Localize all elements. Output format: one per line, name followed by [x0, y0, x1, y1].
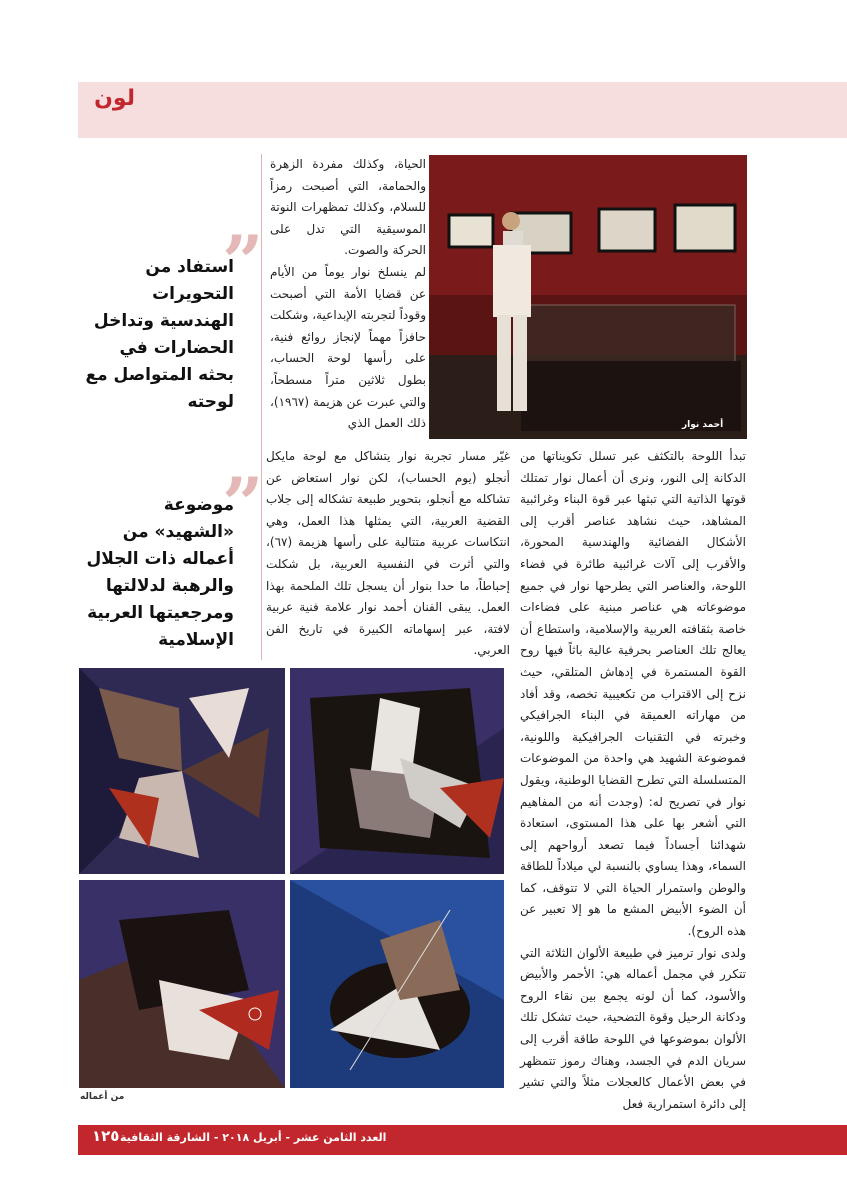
- artwork-2: [79, 668, 285, 874]
- artwork-1: [290, 668, 504, 874]
- page-number: ١٢٥: [92, 1127, 120, 1145]
- artwork-4: [79, 880, 285, 1088]
- pull-quote-2: موضوعة «الشهيد» من أعماله ذات الجلال والرهبة لدلالتها ومرجعيتها العربية الإسلامية: [86, 495, 234, 650]
- photo-caption: أحمد نوار: [682, 420, 724, 430]
- artworks-caption: من أعماله: [80, 1092, 125, 1102]
- artwork-illustration: [290, 668, 504, 874]
- quote-mark-icon: ”: [222, 219, 264, 304]
- article-column-mid-top: [270, 154, 426, 435]
- artwork-illustration: [79, 880, 285, 1088]
- article-column-mid-bottom: [266, 446, 510, 662]
- artist-gallery-photo: [429, 155, 747, 439]
- paragraph: لم ينسلخ نوار يوماً من الأيام عن قضايا الأمة التي أصبحت وقوداً لتجربته الإبداعية، وشكلت حافزاً مهماً لإنجاز روائع فنية، على رأسها لوحة الحساب، بطول ثلاثين متراً مسطحاً، والتي عبرت عن هزيمة (١٩٦٧)، ذلك العمل الذي: [270, 264, 426, 431]
- quote-mark-icon: ”: [222, 461, 264, 546]
- paragraph: غيّر مسار تجربة نوار يتشاكل مع لوحة مايكل أنجلو (يوم الحساب)، لكن نوار استعاض عن تشاكله مع أنجلو، بتحوير طبيعة تشكاله إلى جلاب القضية العربية، التي يمثلها هذا العمل، وهي انتكاسات عربية متتالية على رأسها هزيمة (٦٧)، والتي أثرت في النفسية العربية، بل شكلت إحباطاً، ما حدا بنوار أن يسجل تلك الملحمة بهذا العمل. يبقى الفنان أحمد نوار علامة فنية عربية لافتة، عبر إسهاماته الكبيرة في تاريخ الفن العربي.: [266, 449, 510, 658]
- issue-info: العدد الثامن عشر - أبريل ٢٠١٨ - الشارقة الثقافية: [120, 1131, 387, 1144]
- section-title: لون: [94, 86, 135, 111]
- gallery-photo-illustration: [429, 155, 747, 439]
- paragraph: ولدى نوار ترميز في طبيعة الألوان الثلاثة التي تتكرر في مجمل أعماله هي: الأحمر والأبيض والأسود، كما أن لونه يجمع بين نقاء الروح ودكانة الرحيل وقوة التضحية، حيث تشكل تلك الألوان بموضوعها في اللوحة طاقة أقرب إلى سريان الدم في الجسد، وهناك رموز تتمظهر في بعض الأعمال كالعجلات مثلاً والتي تشير إلى دائرة استمرارية فعل: [520, 945, 746, 1111]
- artwork-illustration: [290, 880, 504, 1088]
- header-band: [78, 82, 847, 138]
- paragraph: تبدأ اللوحة بالتكثف عبر تسلل تكويناتها من الدكانة إلى النور، ونرى أن أعمال نوار تمتلك قوتها الذاتية التي تبثها عبر قوة البناء وغرائبية المشاهد، حيث نشاهد عناصر أقرب إلى الأشكال الفضائية والهندسية المحورة، والأقرب إلى آلات غرائبية طائرة في فضاء اللوحة، والعناصر التي يطرحها نوار في جميع موضوعاته هي عناصر مبنية على فضاءات خاصة بثقافته العربية والإسلامية، واستطاع أن يعالج تلك العناصر بحرفية عالية باثاً فيها روح القوة المستمرة في إدهاش المتلقي، حيث نزح إلى الاقتراب من تكعيبية تخصه، وقد أفاد من مهاراته العميقة في البناء الجرافيكي وخبرته في التقنيات الجرافيكية واللونية، فموضوعة الشهيد هي واحدة من الموضوعات المتسلسلة التي تطرح القضايا الوطنية، ويقول نوار في تصريح له: (وجدت أنه من المفاهيم التي أشعر بها على هذا المستوى، استعادة شهدائنا أجساداً فيما تصعد أرواحهم إلى السماء، وهذا يساوي بالنسبة لي ميلاداً للطاقة والوطن واستمرار الحياة التي لا تتوقف، كما أن الضوء الأبيض المشع ما هو إلا تعبير عن هذه الروح).: [520, 449, 746, 939]
- artwork-3: [290, 880, 504, 1088]
- artwork-illustration: [79, 668, 285, 874]
- pull-quote-1: استفاد من التحويرات الهندسية وتداخل الحضارات في بحثه المتواصل مع لوحته: [85, 257, 234, 412]
- article-column-right: [520, 446, 746, 1115]
- paragraph: الحياة، وكذلك مفردة الزهرة والحمامة، التي أصبحت رمزاً للسلام، وكذلك تمظهرات النوتة الموسيقية التي تدل على الحركة والصوت.: [270, 157, 426, 258]
